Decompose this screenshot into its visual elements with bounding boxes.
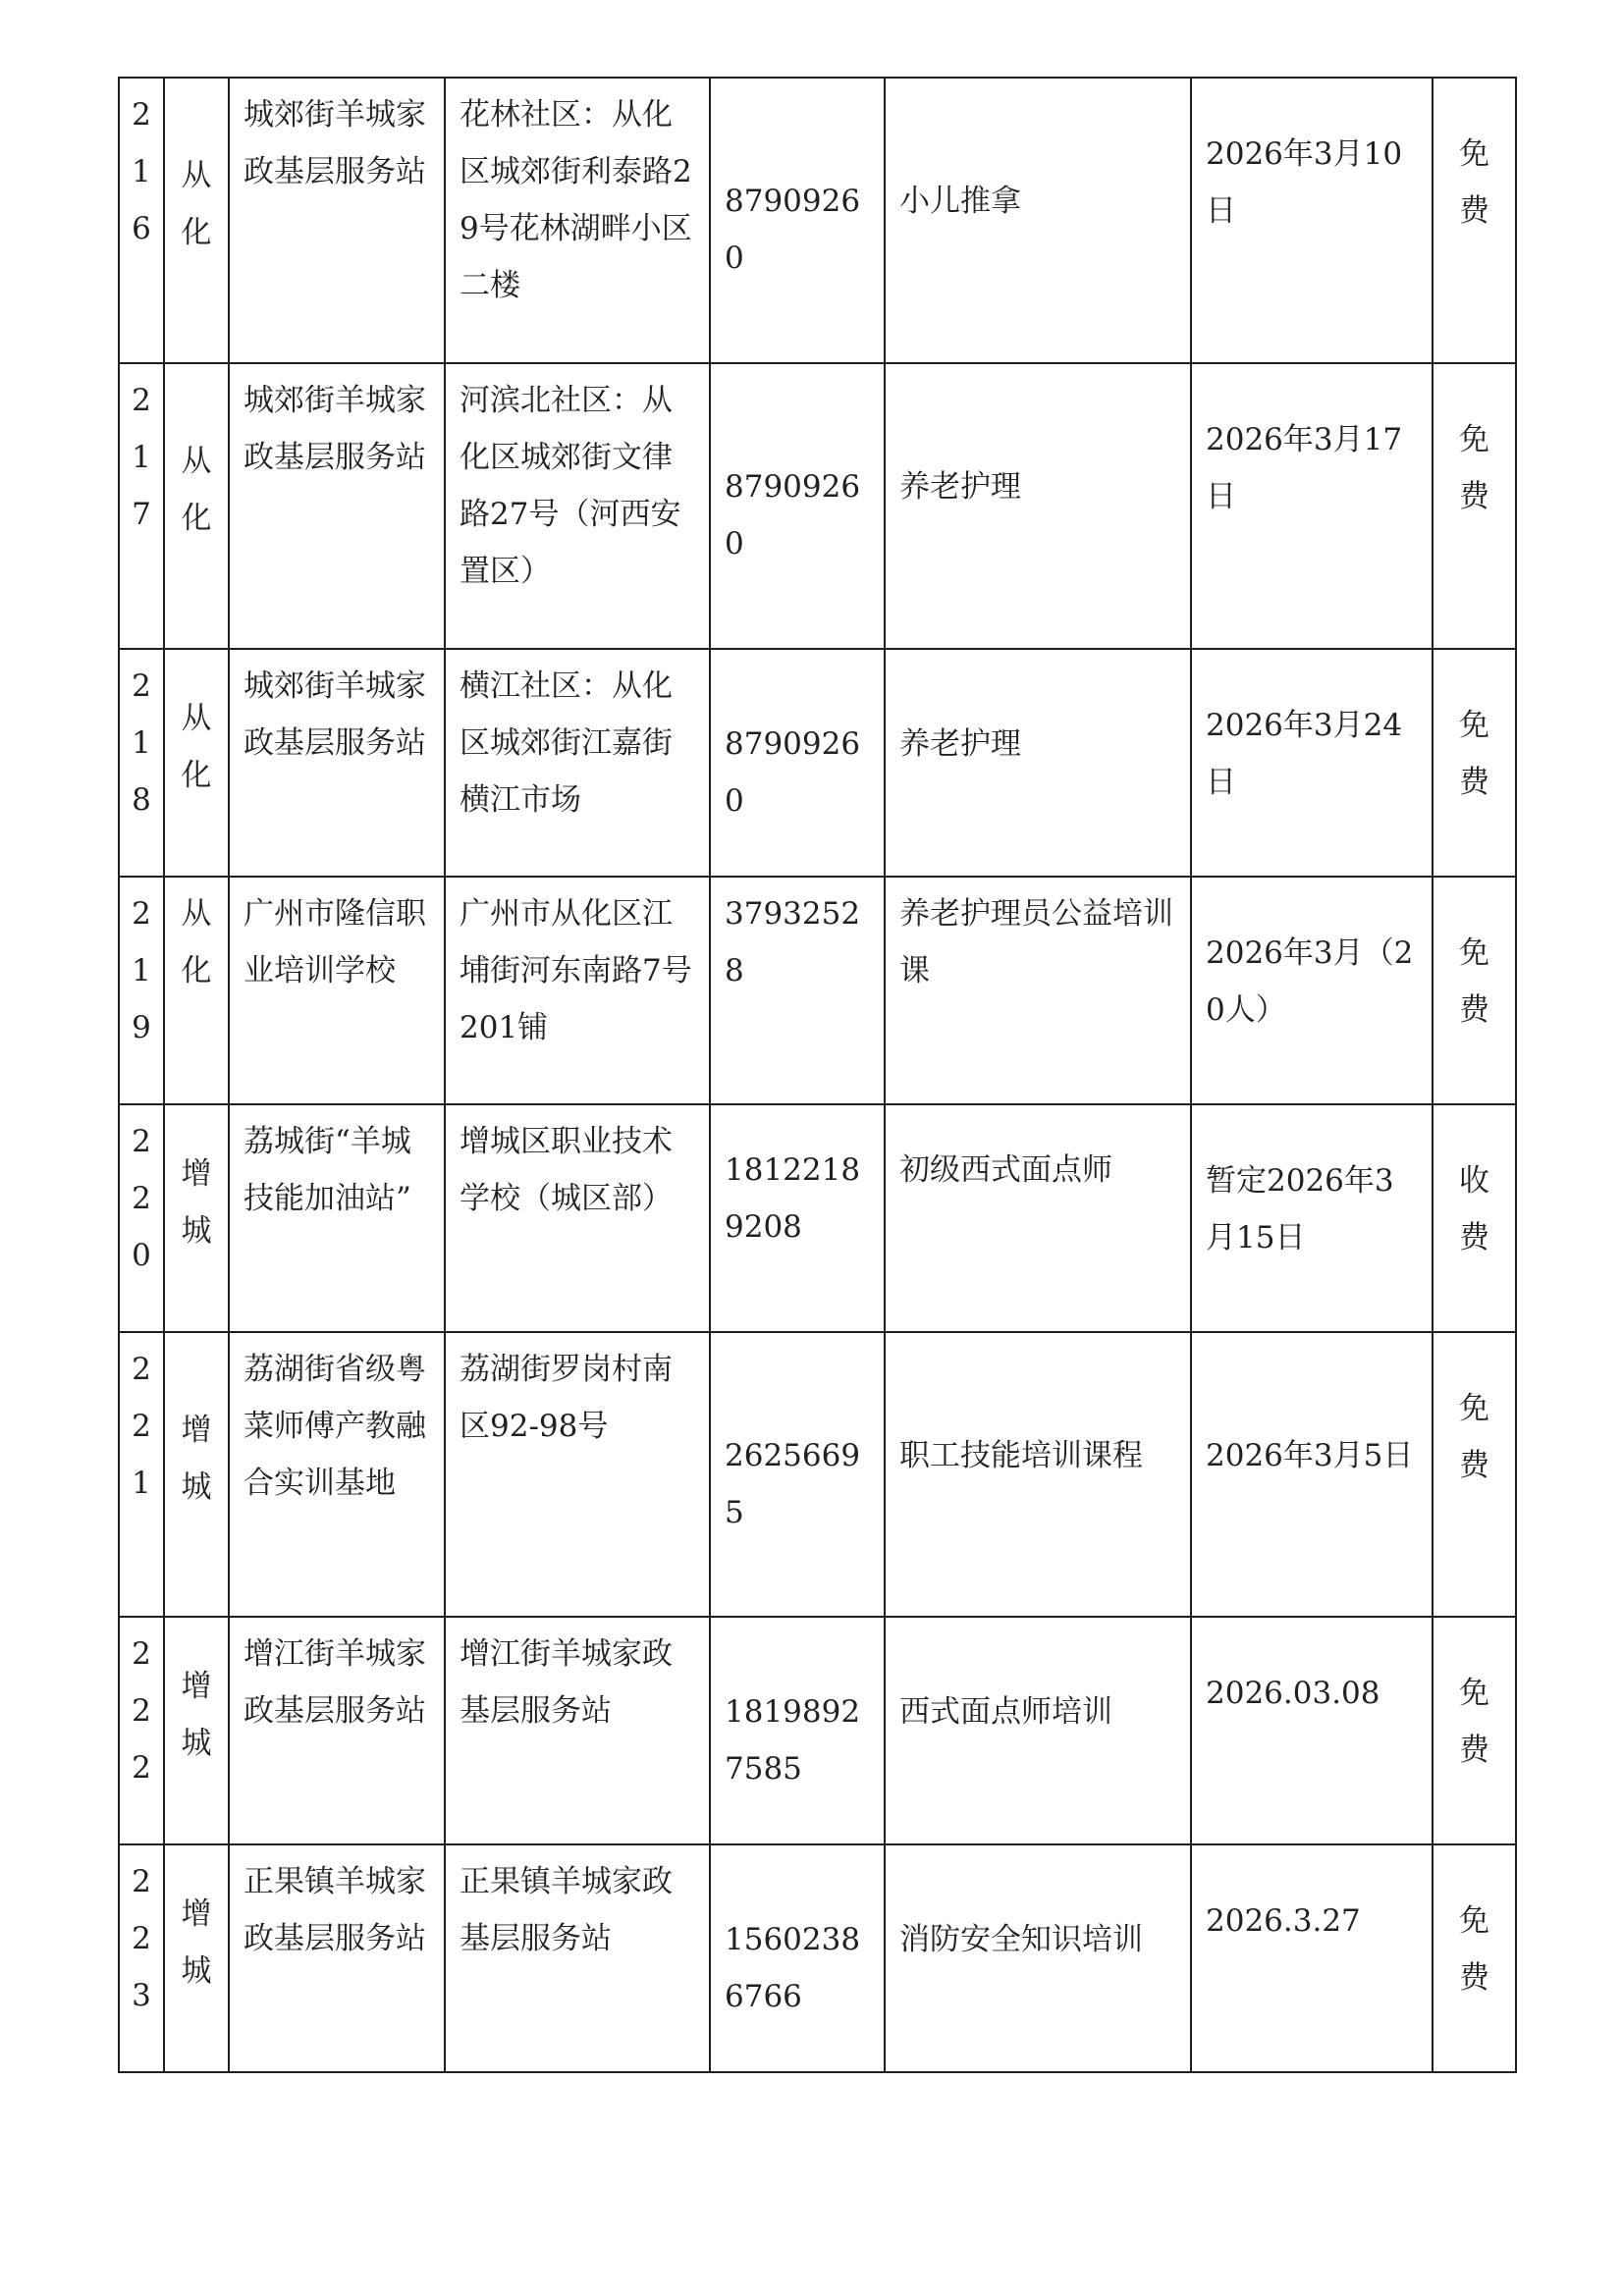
no-text: 2 2 2 (132, 1636, 151, 1786)
cell-time (1191, 363, 1433, 649)
district-text: 从 化 (181, 896, 212, 988)
address-text: 横江社区：从化区城郊街江嘉街横江市场 (460, 668, 673, 818)
fee-text: 收 费 (1459, 1163, 1489, 1255)
cell-time (1191, 78, 1433, 363)
cell-time (1191, 1104, 1433, 1332)
time-text: 暂定2026年3月15日 (1206, 1163, 1394, 1255)
cell-district (164, 363, 229, 649)
course-text: 养老护理 (899, 726, 1021, 762)
table-row (119, 78, 1516, 363)
phone-text: 26256695 (725, 1438, 861, 1530)
district-text: 增 城 (181, 1896, 212, 1989)
cell-time (1191, 649, 1433, 877)
cell-course (885, 649, 1191, 877)
no-text: 2 2 3 (132, 1864, 151, 2013)
cell-organizer (229, 649, 445, 877)
cell-fee (1433, 1844, 1516, 2072)
organizer-text: 城郊街羊城家政基层服务站 (243, 97, 426, 189)
table-row (119, 1617, 1516, 1844)
course-text: 养老护理 (899, 469, 1021, 505)
cell-address (445, 877, 710, 1104)
cell-phone (710, 649, 885, 877)
cell-organizer (229, 1104, 445, 1332)
cell-no (119, 877, 164, 1104)
address-text: 增江街羊城家政基层服务站 (460, 1636, 673, 1729)
table-row (119, 1332, 1516, 1617)
phone-text: 87909260 (725, 469, 861, 561)
cell-organizer (229, 1617, 445, 1844)
cell-no (119, 363, 164, 649)
cell-address (445, 363, 710, 649)
cell-phone (710, 877, 885, 1104)
cell-fee (1433, 78, 1516, 363)
address-text: 增城区职业技术学校（城区部） (460, 1124, 673, 1216)
table-row (119, 877, 1516, 1104)
cell-fee (1433, 1332, 1516, 1617)
cell-phone (710, 1332, 885, 1617)
course-text: 养老护理员公益培训课 (899, 896, 1173, 988)
phone-text: 18122189208 (725, 1152, 861, 1245)
district-text: 增 城 (181, 1156, 212, 1249)
cell-no (119, 78, 164, 363)
cell-organizer (229, 363, 445, 649)
cell-no (119, 1617, 164, 1844)
cell-no (119, 649, 164, 877)
training-schedule-table (118, 77, 1517, 2073)
organizer-text: 广州市隆信职业培训学校 (243, 896, 426, 988)
time-text: 2026年3月5日 (1206, 1438, 1414, 1473)
cell-phone (710, 1844, 885, 2072)
time-text: 2026.03.08 (1206, 1676, 1380, 1711)
fee-text: 免 费 (1459, 1391, 1489, 1483)
cell-course (885, 1844, 1191, 2072)
organizer-text: 荔湖街省级粤菜师傅产教融合实训基地 (243, 1352, 426, 1501)
cell-time (1191, 1332, 1433, 1617)
table-row (119, 649, 1516, 877)
phone-text: 87909260 (725, 184, 861, 276)
course-text: 小儿推拿 (899, 184, 1021, 219)
no-text: 2 2 0 (132, 1124, 151, 1273)
cell-address (445, 1844, 710, 2072)
cell-phone (710, 78, 885, 363)
address-text: 花林社区：从化区城郊街利泰路29号花林湖畔小区二楼 (460, 97, 692, 303)
no-text: 2 1 6 (132, 97, 151, 246)
cell-address (445, 1104, 710, 1332)
address-text: 正果镇羊城家政基层服务站 (460, 1864, 673, 1956)
cell-time (1191, 877, 1433, 1104)
fee-text: 免 费 (1459, 708, 1489, 800)
organizer-text: 正果镇羊城家政基层服务站 (243, 1864, 426, 1956)
phone-text: 87909260 (725, 726, 861, 819)
fee-text: 免 费 (1459, 422, 1489, 514)
fee-text: 免 费 (1459, 935, 1489, 1028)
cell-fee (1433, 877, 1516, 1104)
cell-district (164, 78, 229, 363)
cell-district (164, 1104, 229, 1332)
district-text: 从 化 (181, 158, 212, 250)
time-text: 2026.3.27 (1206, 1903, 1361, 1939)
no-text: 2 1 7 (132, 383, 151, 532)
cell-no (119, 1332, 164, 1617)
cell-address (445, 649, 710, 877)
cell-district (164, 1332, 229, 1617)
course-text: 职工技能培训课程 (899, 1438, 1143, 1473)
cell-course (885, 1332, 1191, 1617)
organizer-text: 城郊街羊城家政基层服务站 (243, 383, 426, 475)
cell-no (119, 1844, 164, 2072)
address-text: 荔湖街罗岗村南区92-98号 (460, 1352, 673, 1444)
organizer-text: 荔城街“羊城技能加油站” (243, 1124, 411, 1216)
cell-course (885, 363, 1191, 649)
address-text: 广州市从化区江埔街河东南路7号201铺 (460, 896, 692, 1045)
table-row (119, 1104, 1516, 1332)
cell-fee (1433, 363, 1516, 649)
cell-phone (710, 363, 885, 649)
cell-time (1191, 1617, 1433, 1844)
no-text: 2 1 9 (132, 896, 151, 1045)
phone-text: 15602386766 (725, 1922, 861, 2014)
time-text: 2026年3月17日 (1206, 422, 1403, 514)
cell-organizer (229, 1332, 445, 1617)
cell-address (445, 1332, 710, 1617)
address-text: 河滨北社区：从化区城郊街文律路27号（河西安置区） (460, 383, 681, 589)
organizer-text: 城郊街羊城家政基层服务站 (243, 668, 426, 761)
organizer-text: 增江街羊城家政基层服务站 (243, 1636, 426, 1729)
time-text: 2026年3月（20人） (1206, 935, 1414, 1028)
cell-no (119, 1104, 164, 1332)
cell-fee (1433, 1617, 1516, 1844)
district-text: 增 城 (181, 1669, 212, 1761)
phone-text: 37932528 (725, 896, 861, 988)
time-text: 2026年3月24日 (1206, 708, 1403, 800)
no-text: 2 2 1 (132, 1352, 151, 1501)
phone-text: 18198927585 (725, 1694, 861, 1787)
cell-course (885, 1617, 1191, 1844)
cell-district (164, 1617, 229, 1844)
fee-text: 免 费 (1459, 1903, 1489, 1996)
fee-text: 免 费 (1459, 1676, 1489, 1768)
fee-text: 免 费 (1459, 136, 1489, 229)
cell-district (164, 1844, 229, 2072)
cell-district (164, 649, 229, 877)
cell-address (445, 78, 710, 363)
no-text: 2 1 8 (132, 668, 151, 818)
cell-time (1191, 1844, 1433, 2072)
table-row (119, 1844, 1516, 2072)
cell-organizer (229, 78, 445, 363)
table-body (119, 78, 1516, 2072)
cell-course (885, 877, 1191, 1104)
cell-phone (710, 1104, 885, 1332)
district-text: 增 城 (181, 1413, 212, 1505)
district-text: 从 化 (181, 701, 212, 793)
course-text: 西式面点师培训 (899, 1694, 1112, 1730)
cell-address (445, 1617, 710, 1844)
cell-fee (1433, 1104, 1516, 1332)
district-text: 从 化 (181, 444, 212, 536)
cell-organizer (229, 877, 445, 1104)
table-row (119, 363, 1516, 649)
cell-district (164, 877, 229, 1104)
cell-organizer (229, 1844, 445, 2072)
time-text: 2026年3月10日 (1206, 136, 1403, 229)
course-text: 初级西式面点师 (899, 1152, 1112, 1188)
cell-fee (1433, 649, 1516, 877)
cell-course (885, 1104, 1191, 1332)
cell-phone (710, 1617, 885, 1844)
course-text: 消防安全知识培训 (899, 1922, 1143, 1957)
cell-course (885, 78, 1191, 363)
